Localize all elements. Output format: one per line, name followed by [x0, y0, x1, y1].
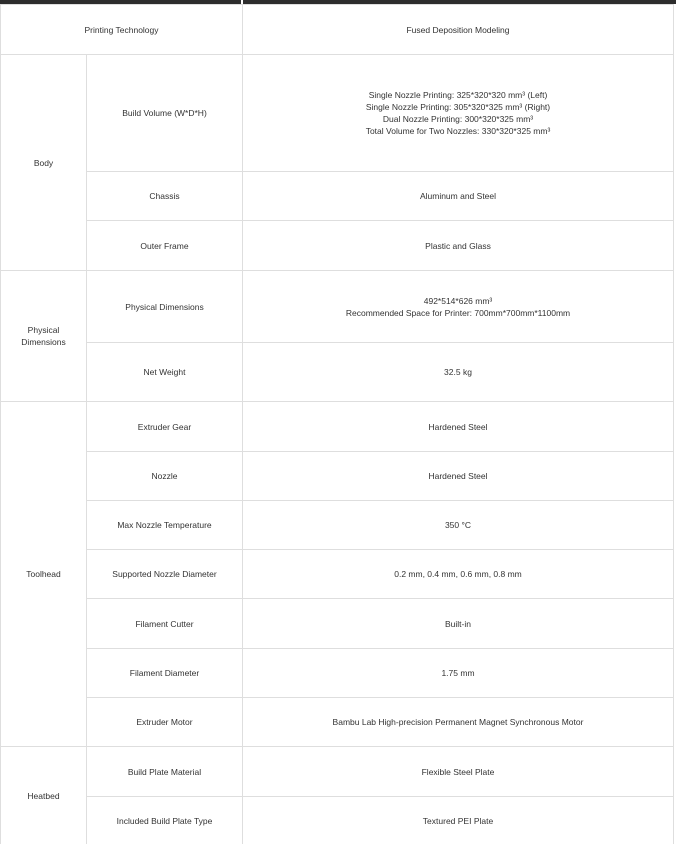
group-heatbed: Heatbed — [1, 747, 87, 844]
table-row — [1, 550, 674, 599]
table-row — [1, 501, 674, 550]
group-physical-line: Physical — [27, 325, 60, 335]
chassis-value: Aluminum and Steel — [243, 172, 674, 221]
build-plate-material-value: Flexible Steel Plate — [243, 747, 674, 797]
table-row — [1, 698, 674, 747]
table-row — [1, 649, 674, 698]
physical-dimensions-value — [243, 271, 674, 343]
build-volume-label: Build Volume (W*D*H) — [87, 55, 243, 172]
outer-frame-label: Outer Frame — [87, 221, 243, 271]
table-row — [1, 172, 674, 221]
build-volume-line: Total Volume for Two Nozzles: 330*320*325 mm³ — [365, 126, 551, 136]
table-row — [1, 55, 674, 172]
build-volume-line: Dual Nozzle Printing: 300*320*325 mm³ — [382, 114, 534, 124]
table-row — [1, 5, 674, 55]
build-volume-line: Single Nozzle Printing: 305*320*325 mm³ (Right) — [365, 102, 551, 112]
spec-table — [0, 4, 674, 844]
max-nozzle-temperature-value: 350 °C — [243, 501, 674, 550]
filament-diameter-label: Filament Diameter — [87, 649, 243, 698]
group-toolhead: Toolhead — [1, 402, 87, 747]
extruder-gear-value: Hardened Steel — [243, 402, 674, 452]
outer-frame-value: Plastic and Glass — [243, 221, 674, 271]
table-row — [1, 452, 674, 501]
chassis-label: Chassis — [87, 172, 243, 221]
physical-dimensions-line: Recommended Space for Printer: 700mm*700mm*1100mm — [345, 307, 571, 318]
nozzle-diameter-value: 0.2 mm, 0.4 mm, 0.6 mm, 0.8 mm — [243, 550, 674, 599]
table-row — [1, 747, 674, 797]
extruder-motor-value: Bambu Lab High-precision Permanent Magnet Synchronous Motor — [243, 698, 674, 747]
group-physical-line: Dimensions — [21, 337, 66, 347]
net-weight-label: Net Weight — [87, 343, 243, 402]
filament-cutter-label: Filament Cutter — [87, 599, 243, 649]
filament-cutter-value: Built-in — [243, 599, 674, 649]
table-row — [1, 343, 674, 402]
net-weight-value: 32.5 kg — [243, 343, 674, 402]
nozzle-diameter-label: Supported Nozzle Diameter — [87, 550, 243, 599]
max-nozzle-temperature-label: Max Nozzle Temperature — [87, 501, 243, 550]
nozzle-label: Nozzle — [87, 452, 243, 501]
build-volume-value — [243, 55, 674, 172]
printing-technology-label: Printing Technology — [1, 5, 243, 55]
included-build-plate-type-label: Included Build Plate Type — [87, 797, 243, 844]
table-row — [1, 402, 674, 452]
build-plate-material-label: Build Plate Material — [87, 747, 243, 797]
printing-technology-value: Fused Deposition Modeling — [243, 5, 674, 55]
extruder-gear-label: Extruder Gear — [87, 402, 243, 452]
physical-dimensions-line: 492*514*626 mm³ — [423, 295, 493, 306]
table-row — [1, 797, 674, 844]
nozzle-value: Hardened Steel — [243, 452, 674, 501]
physical-dimensions-label: Physical Dimensions — [87, 271, 243, 343]
table-row — [1, 221, 674, 271]
group-physical-dimensions — [1, 271, 87, 402]
included-build-plate-type-value: Textured PEI Plate — [243, 797, 674, 844]
build-volume-line: Single Nozzle Printing: 325*320*320 mm³ (Left) — [368, 90, 548, 100]
table-row — [1, 271, 674, 343]
extruder-motor-label: Extruder Motor — [87, 698, 243, 747]
group-body: Body — [1, 55, 87, 271]
table-row — [1, 599, 674, 649]
filament-diameter-value: 1.75 mm — [243, 649, 674, 698]
